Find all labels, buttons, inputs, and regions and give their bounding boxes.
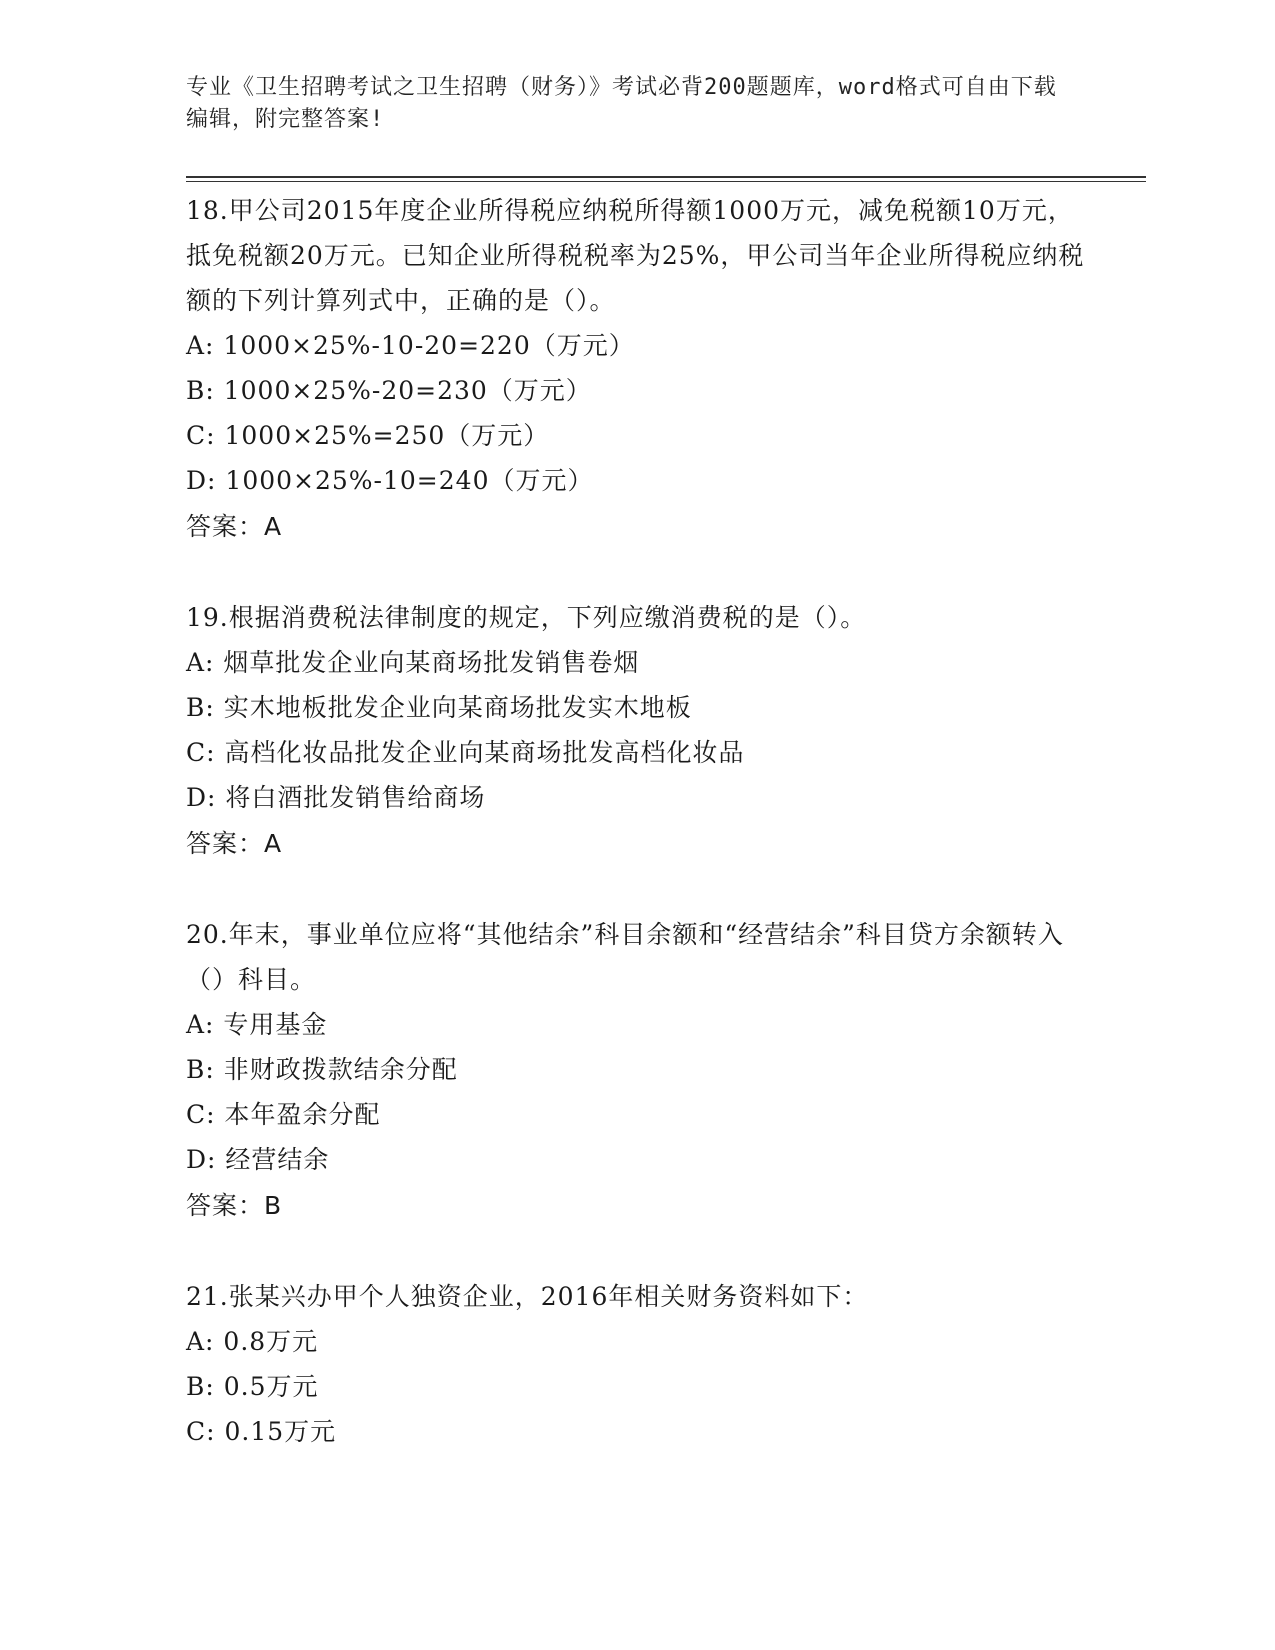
option-c: C: 本年盈余分配 [186,1100,381,1129]
option-a: A: 1000×25%-10-20=220（万元） [186,331,635,360]
option-a: A: 0.8万元 [186,1327,319,1356]
option-b: B: 非财政拨款结余分配 [186,1055,458,1084]
question-list [186,188,1086,1499]
answer: 答案：A [186,512,283,541]
question-stem: 18.甲公司2015年度企业所得税应纳税所得额1000万元，减免税额10万元，抵免税额20万元。已知企业所得税税率为25%，甲公司当年企业所得税应纳税额的下列计算列式中，正确的是（）。 [186,196,1085,315]
question-stem: 19.根据消费税法律制度的规定，下列应缴消费税的是（）。 [186,603,867,632]
question-stem: 20.年末，事业单位应将“其他结余”科目余额和“经营结余”科目贷方余额转入（）科目。 [186,920,1064,994]
option-a: A: 烟草批发企业向某商场批发销售卷烟 [186,648,640,677]
option-d: D: 1000×25%-10=240（万元） [186,466,594,495]
question-19 [186,595,1086,867]
option-d: D: 将白酒批发销售给商场 [186,783,486,812]
option-a: A: 专用基金 [186,1010,328,1039]
option-b: B: 实木地板批发企业向某商场批发实木地板 [186,693,692,722]
answer: 答案：A [186,829,283,858]
question-stem: 21.张某兴办甲个人独资企业，2016年相关财务资料如下： [186,1282,869,1311]
question-21 [186,1274,1086,1454]
answer: 答案：B [186,1191,283,1220]
question-18 [186,188,1086,550]
question-20 [186,912,1086,1229]
header-divider [186,176,1146,178]
option-d: D: 经营结余 [186,1145,330,1174]
option-c: C: 高档化妆品批发企业向某商场批发高档化妆品 [186,738,745,767]
option-b: B: 1000×25%-20=230（万元） [186,376,592,405]
option-c: C: 0.15万元 [186,1417,337,1446]
option-b: B: 0.5万元 [186,1372,319,1401]
header-divider-thin [186,181,1146,182]
document-header: 专业《卫生招聘考试之卫生招聘（财务）》考试必背200题题库，word格式可自由下载编辑，附完整答案! [186,75,1057,132]
option-c: C: 1000×25%=250（万元） [186,421,550,450]
